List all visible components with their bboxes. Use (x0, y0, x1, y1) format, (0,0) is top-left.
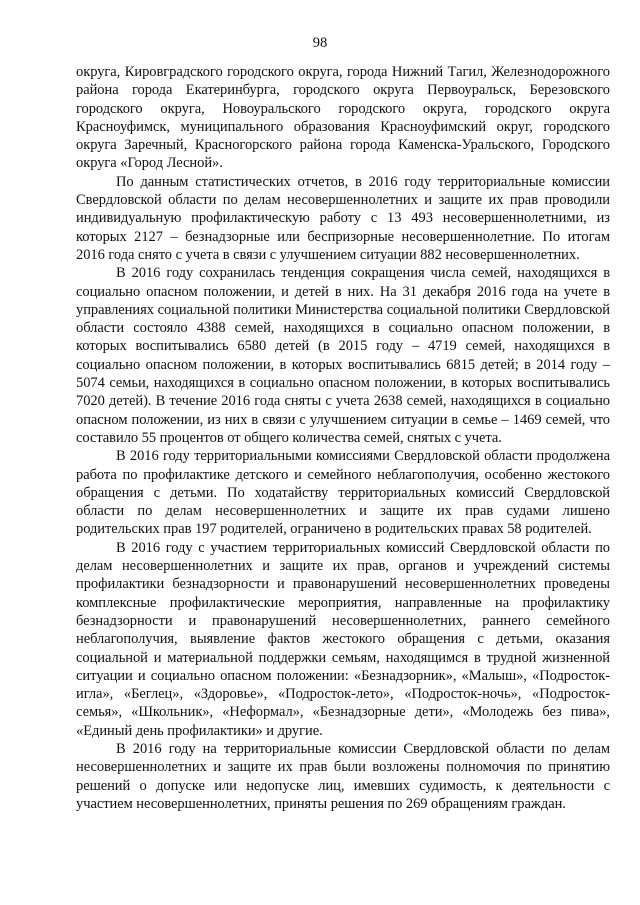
paragraph-families-trend: В 2016 году сохранилась тенденция сокращения числа семей, находящихся в социально опасном положении, и детей в них. На 31 декабря 2016 года на учете в управлениях социальной политики Министерства социальной политики Свердловской области состояло 4388 семей, находящихся в социально опасном положении, в которых воспитывались 6580 детей (в 2015 году – 4719 семей, находящихся в социально опасном положении, в которых воспитывались 6815 детей; в 2014 году – 5074 семьи, находящихся в социально опасном положении, в которых воспитывались 7020 детей). В течение 2016 года сняты с учета 2638 семей, находящихся в социально опасном положении, из них в связи с улучшением ситуации в семье – 1469 семей, что составило 55 процентов от общего количества семей, снятых с учета. (76, 265, 610, 446)
paragraph-prevention-work: В 2016 году территориальными комиссиями Свердловской области продолжена работа по профилактике детского и семейного неблагополучия, особенно жестокого обращения с детьми. По ходатайству территориальных комиссий Свердловской области по делам несовершеннолетних и защите их прав судами лишено родительских прав 197 родителей, ограничено в родительских правах 58 родителей. (76, 448, 610, 538)
paragraph-complex-measures: В 2016 году с участием территориальных комиссий Свердловской области по делам несовершеннолетних и защите их прав, органов и учреждений системы профилактики безнадзорности и правонарушений несовершеннолетних проведены комплексные профилактические мероприятия, направленные на профилактику безнадзорности и правонарушений несовершеннолетних, раннего семейного неблагополучия, выявление фактов жестокого обращения с детьми, оказания социальной и материальной поддержки семьям, находящимся в трудной жизненной ситуации и социально опасном положении: «Безнадзорник», «Малыш», «Подросток-игла», «Беглец», «Здоровье», «Подросток-лето», «Подросток-ночь», «Подросток-семья», «Школьник», «Неформал», «Безнадзорные дети», «Молодежь без пива», «Единый день профилактики» и другие. (76, 539, 610, 739)
paragraph-continuation: округа, Кировградского городского округа, города Нижний Тагил, Железнодорожного района города Екатеринбурга, городского округа Первоуральск, Березовского городского округа, Новоуральского городского округа, городского округа Красноуфимск, муниципального образования Красноуфимский округ, городского округа Заречный, Красногорского района города Каменска-Уральского, Городского округа «Город Лесной». (76, 64, 610, 172)
paragraph-statistics: По данным статистических отчетов, в 2016 году территориальные комиссии Свердловской области по делам несовершеннолетних и защите их прав проводили индивидуальную профилактическую работу с 13 493 несовершеннолетними, из которых 2127 – безнадзорные или беспризорные несовершеннолетние. По итогам 2016 года снято с учета в связи с улучшением ситуации 882 несовершеннолетних. (76, 173, 610, 263)
document-body (76, 63, 610, 813)
page-number: 98 (312, 35, 328, 51)
paragraph-admission-decisions: В 2016 году на территориальные комиссии Свердловской области по делам несовершеннолетних и защите их прав были возложены полномочия по принятию решений о допуске или недопуске лиц, имевших судимость, к деятельности с участием несовершеннолетних, приняты решения по 269 обращениям граждан. (76, 740, 610, 812)
